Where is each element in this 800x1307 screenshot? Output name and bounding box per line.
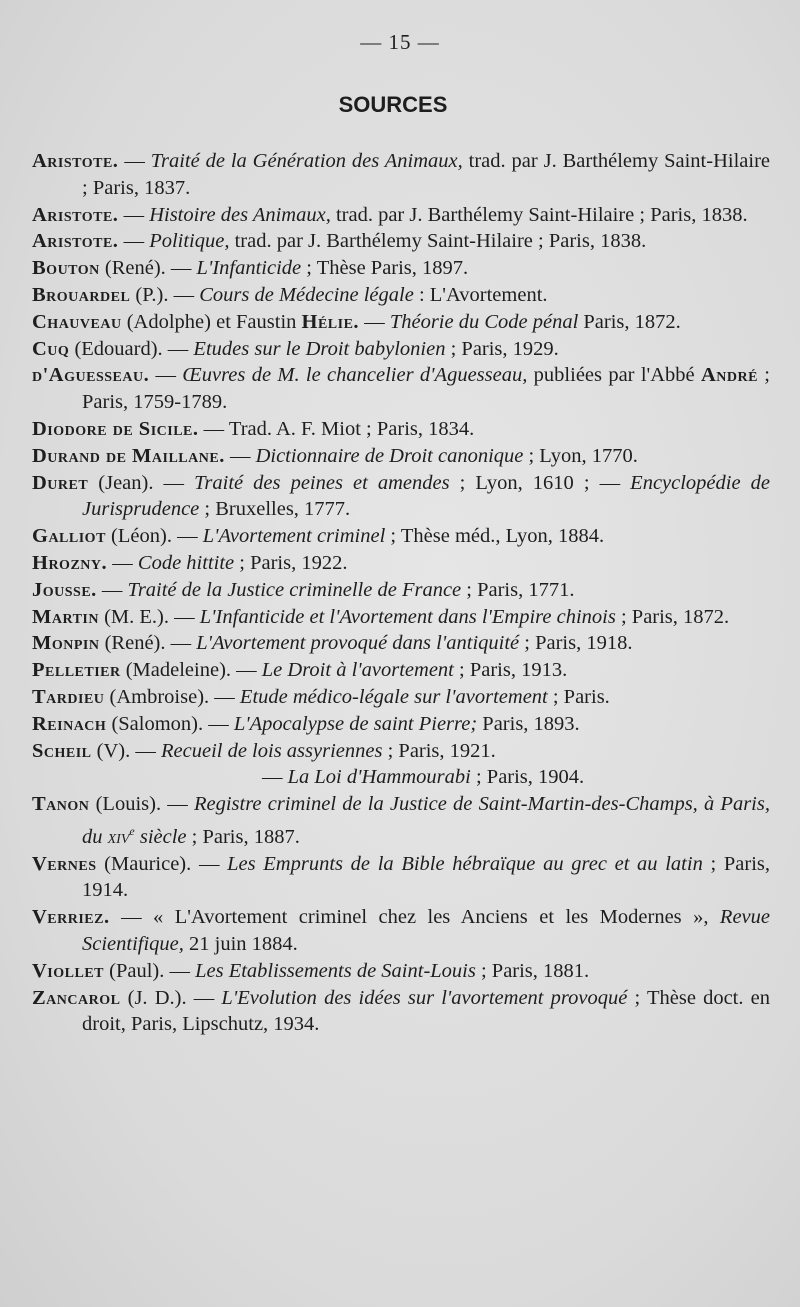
bibliography-entry <box>32 202 770 229</box>
entry-author: Cuq <box>32 337 70 360</box>
entry-separator: — <box>168 283 200 306</box>
entry-author: Jousse. <box>32 578 97 601</box>
entry-publication: ; Paris, 1887. <box>186 825 300 848</box>
entry-separator: — <box>209 685 240 708</box>
bibliography-entry <box>32 577 770 604</box>
entry-author: Scheil <box>32 739 92 762</box>
entry-separator: — <box>118 230 150 253</box>
entry-author: d'Aguesseau. <box>32 364 150 387</box>
bibliography-entry <box>32 255 770 282</box>
entry-author: Tardieu <box>32 685 105 708</box>
entry-separator: — <box>231 659 262 682</box>
entry-separator: — <box>107 551 138 574</box>
entry-title: Dictionnaire de Droit canonique <box>255 444 524 467</box>
entry-author: Viollet <box>32 959 104 982</box>
entry-title: Etudes sur le Droit babylonien <box>193 337 446 360</box>
entry-author: Aristote. <box>32 230 119 253</box>
entry-author-detail: (Madeleine). <box>120 659 232 682</box>
entry-separator: — <box>169 605 200 628</box>
bibliography-entry <box>32 309 770 336</box>
entry-author-detail: (Maurice). <box>96 852 192 875</box>
entry-title-secondary: Revue Scientifique, <box>82 906 770 955</box>
bibliography-entry <box>32 851 770 905</box>
entry-title: Les Etablissements de Saint-Louis <box>195 959 476 982</box>
entry-author-detail: (Adolphe) et Faustin <box>121 310 302 333</box>
entry-separator: — <box>198 417 229 440</box>
entry-title: Politique, <box>149 230 230 253</box>
entry-publication: « L'Avortement criminel chez les Anciens et les Modernes », <box>153 906 720 929</box>
entry-separator: — <box>118 203 150 226</box>
entry-separator: — <box>203 712 234 735</box>
entry-title: Traité des peines et amendes <box>194 471 450 494</box>
entry-author-detail: (Salomon). <box>106 712 204 735</box>
entry-title-end: siècle <box>134 825 187 848</box>
entry-separator: — <box>171 525 203 548</box>
entry-publication-secondary: ; Bruxelles, 1777. <box>199 498 351 521</box>
entry-title: Recueil de lois assyriennes <box>161 739 383 762</box>
entry-publication: ; Lyon, 1770. <box>523 444 638 467</box>
entry-separator: — <box>162 337 194 360</box>
entry-title: L'Infanticide <box>196 257 302 280</box>
entry-title: Le Droit à l'avortement <box>261 659 454 682</box>
entry-author-detail: (Ambroise). <box>104 685 210 708</box>
entry-title: Cours de Médecine légale <box>199 283 414 306</box>
entry-separator: — <box>164 959 196 982</box>
bibliography-entry <box>32 630 770 657</box>
entry-author: Galliot <box>32 525 106 548</box>
entry-publication: ; Paris, 1914. <box>82 852 771 902</box>
entry-publication-secondary: 21 juin 1884. <box>183 932 298 955</box>
entry-title: Registre criminel de la Justice de Saint-Martin-des-Champs, à Paris, du <box>82 793 770 848</box>
entry-title: Les Emprunts de la Bible hébraïque au grec et au latin <box>227 852 703 875</box>
entry-author-detail: (Jean). <box>88 471 154 494</box>
entry-publication: : L'Avortement. <box>413 283 548 306</box>
entry-title-century: xiv <box>107 825 130 848</box>
entry-separator: — <box>359 310 390 333</box>
entry-publication: ; Paris, 1771. <box>461 578 575 601</box>
entry-publication: ; Paris, 1922. <box>234 551 348 574</box>
entry-author: Diodore de Sicile. <box>32 417 199 440</box>
entry-separator: — <box>130 739 161 762</box>
entry-title: Histoire des Animaux, <box>149 203 331 226</box>
entry-sub-title: La Loi d'Hammourabi <box>287 766 471 789</box>
entry-author: Tanon <box>32 793 90 816</box>
entry-author: Duret <box>32 471 89 494</box>
entry-author: Bouton <box>32 257 100 280</box>
entry-author-detail: (J. D.). <box>120 986 187 1009</box>
bibliography-entry <box>32 282 770 309</box>
entry-author: Monpin <box>32 632 100 655</box>
entry-author-detail: (Léon). <box>105 525 172 548</box>
entry-publication: ; Thèse méd., Lyon, 1884. <box>385 525 605 548</box>
entry-author-detail: (P.). <box>130 283 169 306</box>
entry-author-detail: (Paul). <box>104 959 165 982</box>
bibliography-entry <box>32 657 770 684</box>
entry-publication: Paris, 1872. <box>578 310 681 333</box>
entry-separator: — <box>161 793 194 816</box>
bibliography-list <box>32 148 770 1038</box>
entry-publication: Trad. A. F. Miot ; Paris, 1834. <box>228 417 475 440</box>
bibliography-entry <box>32 985 770 1039</box>
entry-publication: ; Paris, 1872. <box>615 605 730 628</box>
page-number: — 15 — <box>360 30 440 54</box>
entry-author: Reinach <box>32 712 107 735</box>
entry-author: Durand de Maillane. <box>32 444 225 467</box>
entry-author-detail: (V). <box>91 739 131 762</box>
bibliography-entry <box>32 523 770 550</box>
bibliography-entry <box>32 711 770 738</box>
entry-publication: ; Lyon, 1610 ; — <box>449 471 631 494</box>
entry-title: L'Apocalypse de saint Pierre; <box>233 712 478 735</box>
entry-publication: ; Paris. <box>547 685 610 708</box>
entry-author-detail: (Louis). <box>89 793 162 816</box>
bibliography-entry <box>32 958 770 985</box>
entry-separator: — <box>165 632 197 655</box>
entry-title: L'Avortement criminel <box>202 525 386 548</box>
entry-publication: ; Paris, 1913. <box>453 659 568 682</box>
entry-separator: — <box>109 906 154 929</box>
entry-publication: trad. par J. Barthélemy Saint-Hilaire ; Paris, 1838. <box>229 230 647 253</box>
entry-author: Aristote. <box>32 150 119 172</box>
entry-author: Pelletier <box>32 659 121 682</box>
entry-title: L'Avortement provoqué dans l'antiquité <box>196 632 520 655</box>
entry-publication: trad. par J. Barthélemy Saint-Hilaire ; Paris, 1838. <box>330 203 748 226</box>
entry-publication: publiées par l'Abbé <box>527 364 701 387</box>
entry-editor: André <box>700 364 758 387</box>
bibliography-entry <box>32 416 770 443</box>
entry-sub-separator: — <box>262 766 288 789</box>
section-heading: SOURCES <box>338 92 448 117</box>
entry-author: Hrozny. <box>32 551 108 574</box>
entry-author: Martin <box>32 605 99 628</box>
entry-title: Traité de la Génération des Animaux, <box>150 150 463 172</box>
entry-separator: — <box>186 986 222 1009</box>
entry-separator: — <box>224 444 256 467</box>
entry-title: Traité de la Justice criminelle de France <box>127 578 462 601</box>
entry-title: Etude médico-légale sur l'avortement <box>239 685 548 708</box>
entry-author: Brouardel <box>32 283 131 306</box>
entry-publication: ; Paris, 1881. <box>475 959 590 982</box>
entry-coauthor: Hélie. <box>301 310 360 333</box>
entry-author: Chauveau <box>32 310 122 333</box>
bibliography-entry <box>32 604 770 631</box>
entry-separator: — <box>118 150 151 172</box>
bibliography-entry <box>32 148 770 202</box>
bibliography-entry <box>32 336 770 363</box>
entry-sub-reference <box>82 764 770 791</box>
entry-title: L'Infanticide et l'Avortement dans l'Empire chinois <box>199 605 616 628</box>
entry-publication: Paris, 1893. <box>477 712 580 735</box>
entry-author: Vernes <box>32 852 97 875</box>
entry-separator: — <box>165 257 197 280</box>
entry-title-secondary: Encyclopédie de Jurisprudence <box>82 471 770 521</box>
entry-title: L'Evolution des idées sur l'avortement provoqué <box>221 986 628 1009</box>
entry-separator: — <box>153 471 195 494</box>
bibliography-entry <box>32 791 770 850</box>
entry-publication: ; Thèse Paris, 1897. <box>301 257 469 280</box>
entry-author: Zancarol <box>32 986 121 1009</box>
entry-title-superscript: e <box>129 823 135 838</box>
entry-author-detail: (René). <box>99 257 166 280</box>
bibliography-entry <box>32 738 770 792</box>
bibliography-entry <box>32 443 770 470</box>
entry-publication: ; Thèse doct. en droit, Paris, Lipschutz, 1934. <box>82 986 771 1036</box>
entry-publication: trad. par J. Barthélemy Saint-Hilaire ; Paris, 1837. <box>82 150 770 199</box>
bibliography-entry <box>32 470 770 524</box>
entry-title: Code hittite <box>137 551 235 574</box>
entry-title: Œuvres de M. le chancelier d'Aguesseau, <box>182 364 528 387</box>
entry-author-detail: (René). <box>99 632 166 655</box>
bibliography-entry <box>32 550 770 577</box>
bibliography-entry <box>32 228 770 255</box>
entry-publication-secondary: ; Paris, 1759-1789. <box>82 364 770 414</box>
entry-publication: ; Paris, 1929. <box>445 337 559 360</box>
bibliography-entry <box>32 904 770 958</box>
entry-separator: — <box>191 852 228 875</box>
entry-separator: — <box>149 364 183 387</box>
bibliography-entry <box>32 362 770 416</box>
entry-author-detail: (Edouard). <box>69 337 163 360</box>
entry-publication: ; Paris, 1921. <box>382 739 496 762</box>
entry-author-detail: (M. E.). <box>98 605 170 628</box>
entry-separator: — <box>96 578 128 601</box>
entry-sub-publication: ; Paris, 1904. <box>470 766 585 789</box>
bibliography-entry <box>32 684 770 711</box>
entry-author: Aristote. <box>32 203 119 226</box>
entry-author: Verriez. <box>32 906 110 929</box>
entry-title: Théorie du Code pénal <box>389 310 579 333</box>
entry-publication: ; Paris, 1918. <box>519 632 633 655</box>
